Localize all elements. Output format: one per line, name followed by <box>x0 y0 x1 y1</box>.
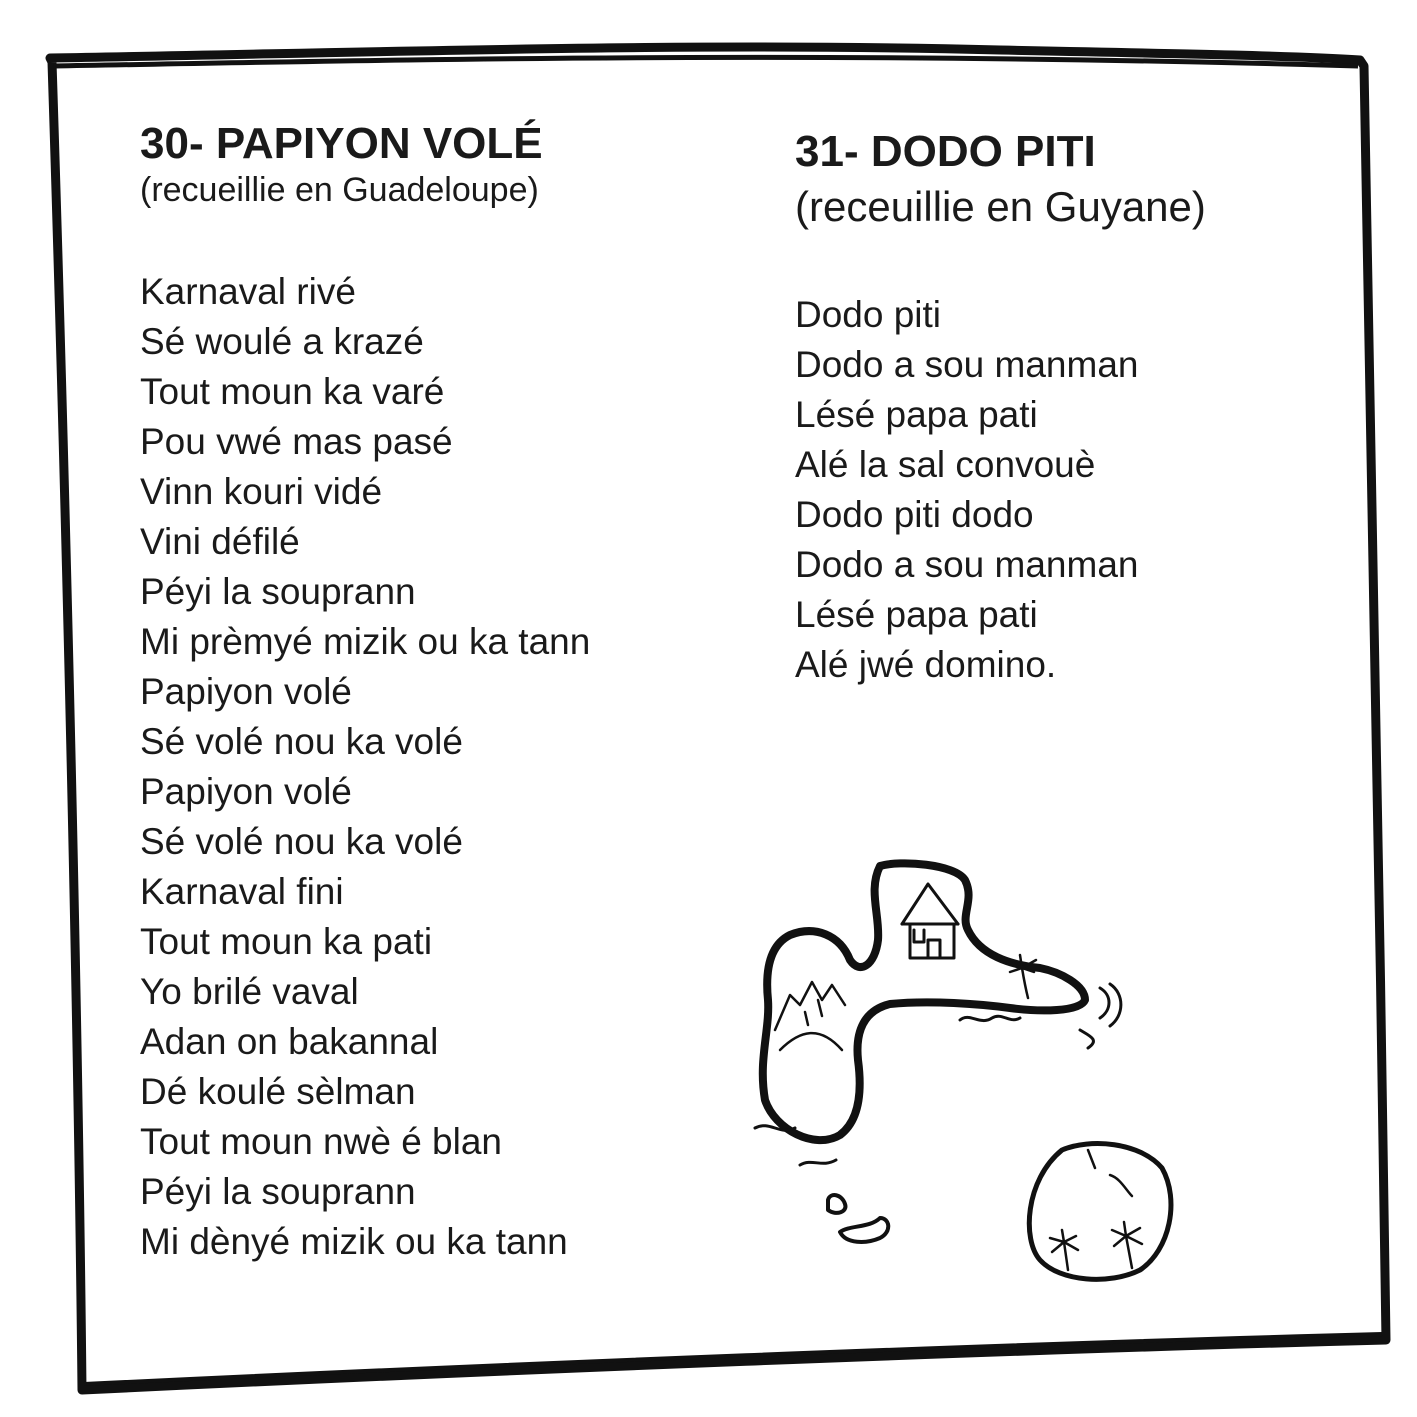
lyric-line: Alé jwé domino. <box>795 644 1057 685</box>
song-31 <box>795 126 1315 690</box>
song-subtitle: (recueillie en Guadeloupe) <box>140 171 539 209</box>
lyric-line: Dodo piti <box>795 294 942 335</box>
song-title: 31- DODO PITI <box>795 127 1096 176</box>
palm-tree-icon <box>1050 1230 1078 1270</box>
lyric-line: Dodo piti dodo <box>795 494 1034 535</box>
mountain-icon <box>775 982 845 1050</box>
small-island <box>840 1218 888 1242</box>
lyric-line: Papiyon volé <box>140 671 352 712</box>
song-30 <box>140 118 700 1267</box>
island-map-icon <box>740 850 1190 1290</box>
lyric-line: Pou vwé mas pasé <box>140 421 453 462</box>
island-outline <box>763 863 1085 1140</box>
lyric-line: Mi prèmyé mizik ou ka tann <box>140 621 591 662</box>
lyric-line: Tout moun ka varé <box>140 371 445 412</box>
lyric-line: Mi dènyé mizik ou ka tann <box>140 1221 568 1262</box>
song-subtitle: (receuillie en Guyane) <box>795 183 1206 230</box>
lyric-line: Dodo a sou manman <box>795 344 1139 385</box>
lyric-line: Vini défilé <box>140 521 300 562</box>
island-outline <box>1029 1144 1171 1280</box>
lyrics-list <box>140 267 700 1267</box>
lyric-line: Dé koulé sèlman <box>140 1071 416 1112</box>
hut-icon <box>902 884 958 958</box>
lyric-line: Yo brilé vaval <box>140 971 359 1012</box>
lyric-line: Péyi la souprann <box>140 571 416 612</box>
small-island <box>828 1195 845 1213</box>
lyrics-list <box>795 290 1315 690</box>
song-title: 30- PAPIYON VOLÉ <box>140 119 543 168</box>
lyric-line: Papiyon volé <box>140 771 352 812</box>
lyric-line: Karnaval fini <box>140 871 344 912</box>
lyric-line: Alé la sal convouè <box>795 444 1096 485</box>
lyric-line: Lésé papa pati <box>795 394 1038 435</box>
lyric-line: Sé volé nou ka volé <box>140 821 463 862</box>
lyric-line: Sé volé nou ka volé <box>140 721 463 762</box>
lyric-line: Sé woulé a krazé <box>140 321 424 362</box>
lyric-line: Adan on bakannal <box>140 1021 439 1062</box>
lyric-line: Tout moun ka pati <box>140 921 433 962</box>
palm-tree-icon <box>1112 1222 1142 1268</box>
lyric-line: Vinn kouri vidé <box>140 471 383 512</box>
lyric-line: Péyi la souprann <box>140 1171 416 1212</box>
lyric-line: Tout moun nwè é blan <box>140 1121 503 1162</box>
lyric-line: Lésé papa pati <box>795 594 1038 635</box>
lyric-line: Dodo a sou manman <box>795 544 1139 585</box>
lyric-line: Karnaval rivé <box>140 271 356 312</box>
